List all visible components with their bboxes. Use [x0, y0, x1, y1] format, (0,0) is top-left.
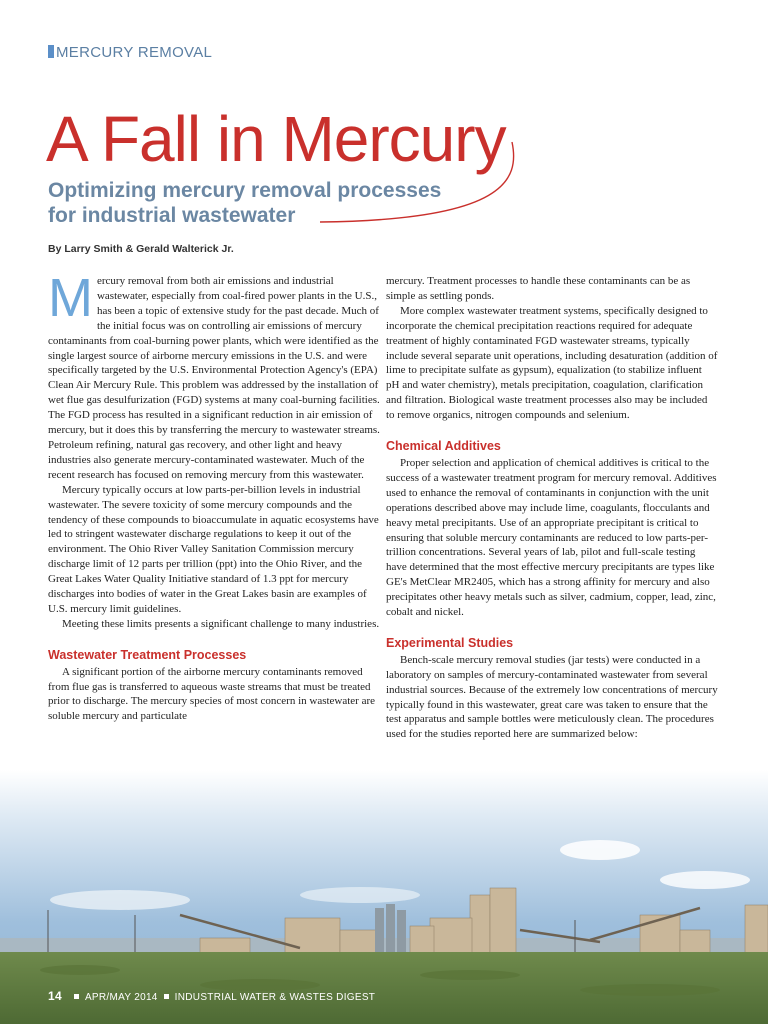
deck-line-2: for industrial wastewater	[48, 204, 296, 227]
page-number: 14	[48, 989, 62, 1003]
issue-date: APR/MAY 2014	[84, 992, 158, 1003]
industrial-plant-photo	[0, 770, 768, 1024]
subheading-wastewater-treatment: Wastewater Treatment Processes	[48, 647, 247, 662]
subheading-chemical-additives: Chemical Additives	[386, 439, 501, 454]
paragraph: Mercury typically occurs at low parts-per-billion levels in industrial wastewater. The severe toxicity of some mercury compounds and the tendency of these compounds to bioaccumulate in aquatic ecosystems have led to stringent wastewater discharge regulations to keep it out of the environment. The Ohio River Valley Sanitation Commission mercury discharge limit of 12 parts per trillion (ppt) into the Ohio River, and the Great Lakes Water Quality Initiative standard of 1.3 ppt for mercury discharges into bodies of water in the Great Lakes basin are examples of U.S. mercury limit guidelines.	[48, 483, 379, 615]
deck-line-1: Optimizing mercury removal processes	[48, 179, 442, 202]
paragraph-text: ercury removal from both air emissions and industrial wastewater, especially from coal-fired power plants in the U.S., has been a topic of extensive study for the past decade. Much of the initial focus was on controlling air emissions of mercury contaminants from coal-burning power plants, which were identified as the single largest source of airborne mercury emissions in the U.S. and were specifically targeted by the U.S. Environmental Protection Agency's (EPA) Clean Air Mercury Rule. This problem was addressed by the installation of wet flue gas desulfurization (FGD) systems at many coal-burning facilities. The FGD process has resulted in a significant reduction in air emission of mercury, but it does this by transferring the mercury to wastewater streams. Petroleum refining, natural gas recovery, and other light and heavy industries also generate mercury-contaminated wastewater. Much of the recent research has focused on removing mercury from this wastewater.	[48, 275, 380, 481]
paragraph: Meeting these limits presents a significant challenge to many industries.	[62, 617, 380, 630]
paragraph: Bench-scale mercury removal studies (jar tests) were conducted in a laboratory on samples of mercury-contaminated wastewater from several industrial sources. Because of the extremely low concentrations of mercury typically found in this wastewater, great care was taken to ensure that the test apparatus and sample bottles were meticulously clean. The procedures used for the studies reported here are summarized below:	[386, 653, 718, 741]
page-footer	[48, 989, 375, 1003]
section-marker-icon	[48, 45, 54, 58]
article-deck	[48, 178, 518, 228]
footer-square-icon	[164, 994, 169, 999]
right-column	[386, 274, 718, 742]
drop-cap: M	[48, 268, 93, 328]
paragraph	[48, 268, 380, 483]
left-column	[48, 268, 380, 724]
section-label-text: MERCURY REMOVAL	[56, 44, 213, 61]
paragraph: Proper selection and application of chemical additives is critical to the success of a wastewater treatment program for mercury removal. Additives used to enhance the removal of contaminants in conjunction with the unit operations described above may include lime, coagulants, flocculants and heavy metal precipitants. Use of an appropriate precipitant is critical to ensuring that soluble mercury contaminants are reduced to low parts-per-trillion concentrations. Several years of lab, pilot and full-scale testing have determined that the most effective mercury precipitants are types like GE's MetClear MR2405, which has a strong affinity for mercury and also precipitates other heavy metals such as silver, cadmium, copper, lead, zinc, cobalt and nickel.	[386, 456, 717, 619]
byline: By Larry Smith & Gerald Walterick Jr.	[48, 243, 234, 255]
subheading-experimental-studies: Experimental Studies	[386, 635, 514, 650]
article-title: A Fall in Mercury	[46, 103, 506, 175]
section-label	[48, 44, 212, 61]
paragraph: A significant portion of the airborne mercury contaminants removed from flue gas is transferred to aqueous waste streams that must be treated prior to discharge. The mercury species of most concern in wastewater are soluble mercury and particulate	[48, 665, 376, 723]
footer-square-icon	[74, 994, 79, 999]
paragraph: mercury. Treatment processes to handle these contaminants can be as simple as settling ponds.	[386, 275, 691, 302]
publication-name: INDUSTRIAL WATER & WASTES DIGEST	[174, 992, 376, 1003]
paragraph: More complex wastewater treatment systems, specifically designed to incorporate the chemical precipitation reactions required for adequate treatment of highly contaminated FGD wastewater streams, typically include several separate unit operations, including desaturation (addition of lime to precipitate sulfate as gypsum), equalization (to stabilize influent pH and water chemistry), metals precipitation, coagulation, clarification and filtration. Biological waste treatment processes also may be included to remove organics, nitrogen compounds and selenium.	[386, 304, 718, 422]
